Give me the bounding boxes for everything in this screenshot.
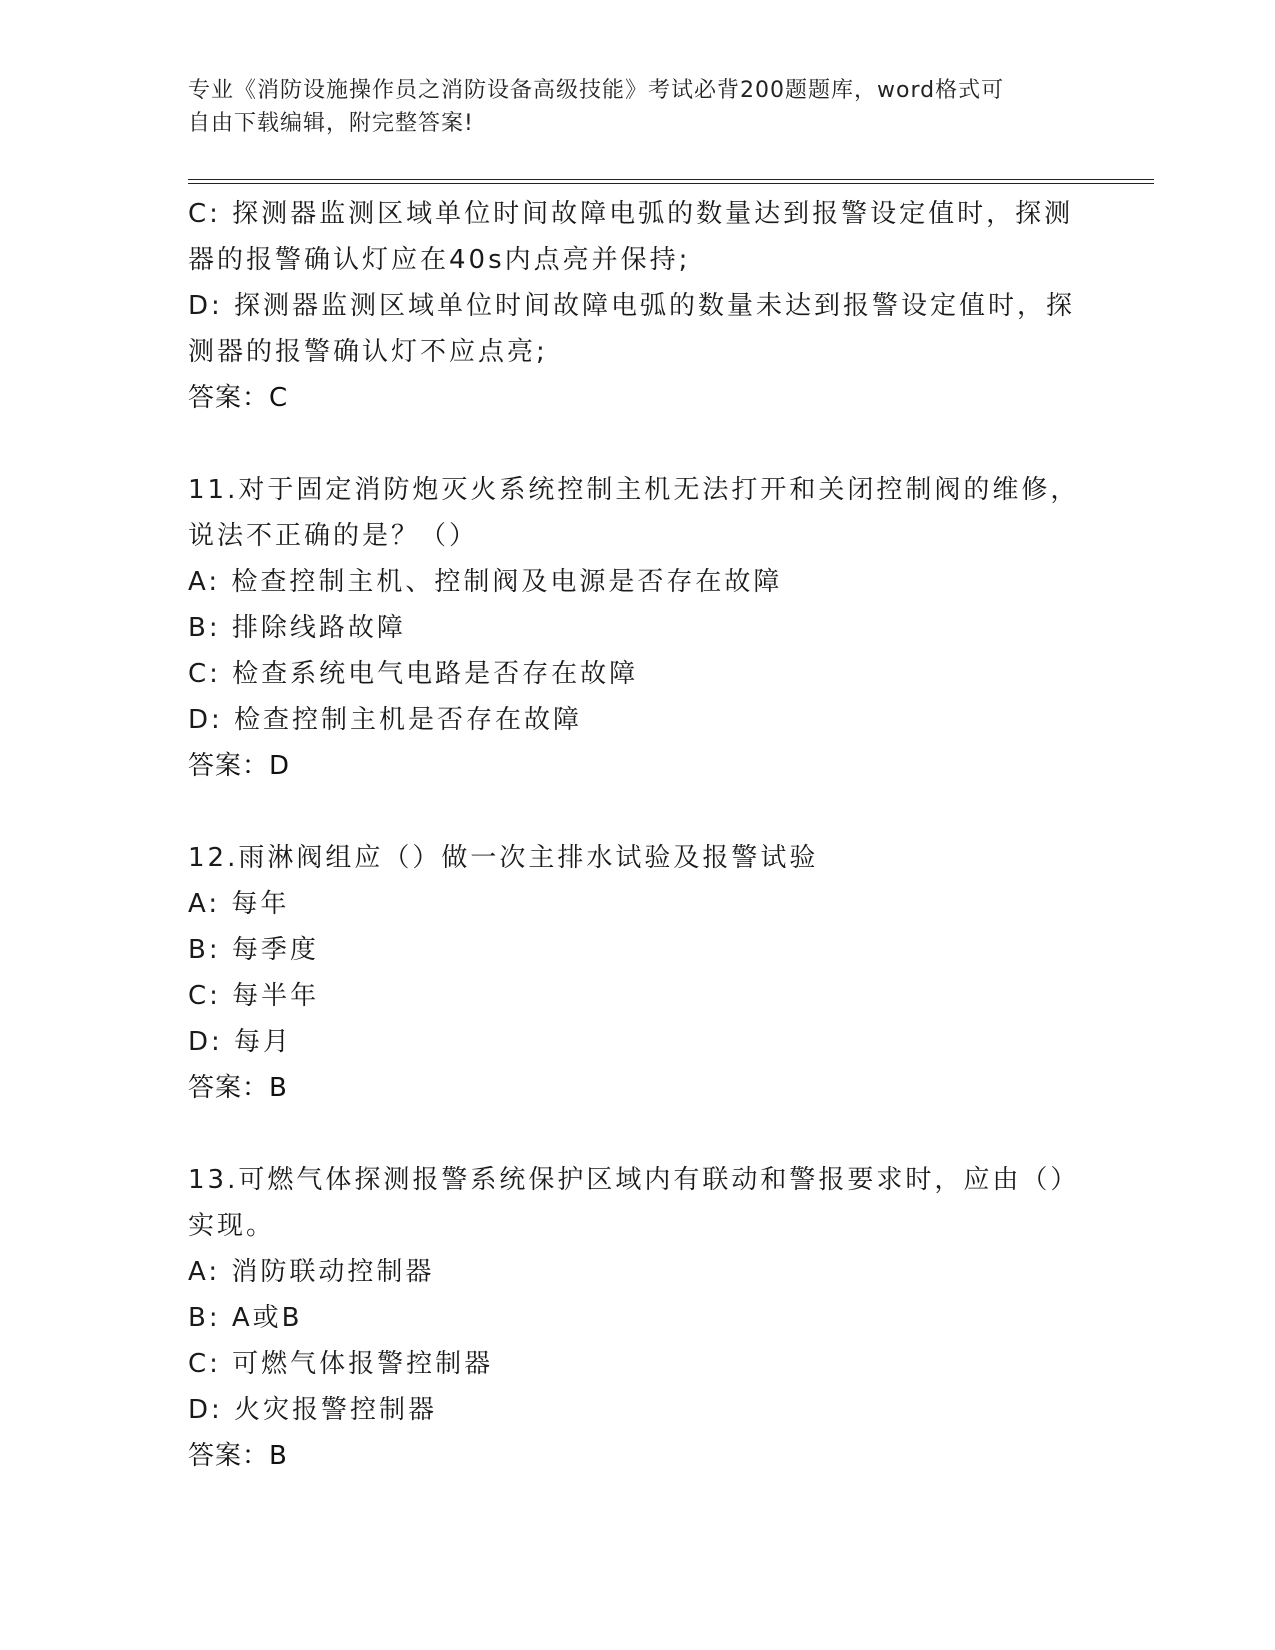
document-body [188,191,1088,1479]
option-d: D: 每月 [188,1027,293,1057]
option-a: A: 检查控制主机、控制阀及电源是否存在故障 [188,567,783,597]
header-line-2: 自由下载编辑，附完整答案! [188,111,474,136]
answer-label: 答案：B [188,1073,288,1103]
question-stem: 说法不正确的是？（） [188,521,479,551]
spacer [188,421,1088,467]
option-c: C: 每半年 [188,981,320,1011]
question-12 [188,835,1088,1111]
option-b: B: 每季度 [188,935,319,965]
option-a: A: 消防联动控制器 [188,1257,435,1287]
question-10-continued [188,191,1088,421]
question-stem: 实现。 [188,1211,276,1241]
document-header [188,74,1068,140]
question-13 [188,1157,1088,1479]
option-a: A: 每年 [188,889,290,919]
answer-label: 答案：C [188,383,289,413]
option-b: B: A或B [188,1303,303,1333]
header-line-1: 专业《消防设施操作员之消防设备高级技能》考试必背200题题库，word格式可 [188,78,1005,103]
option-c: C: 检查系统电气电路是否存在故障 [188,659,639,689]
spacer [188,789,1088,835]
option-text-line: D: 探测器监测区域单位时间故障电弧的数量未达到报警设定值时，探 [188,291,1076,321]
option-b: B: 排除线路故障 [188,613,406,643]
option-text-line: C: 探测器监测区域单位时间故障电弧的数量达到报警设定值时，探测 [188,199,1074,229]
answer-label: 答案：B [188,1441,288,1471]
option-d: D: 检查控制主机是否存在故障 [188,705,583,735]
spacer [188,1111,1088,1157]
question-stem: 13.可燃气体探测报警系统保护区域内有联动和警报要求时，应由（） [188,1165,1080,1195]
option-d: D: 火灾报警控制器 [188,1395,438,1425]
option-text-line: 器的报警确认灯应在40s内点亮并保持; [188,245,691,275]
option-text-line: 测器的报警确认灯不应点亮; [188,337,548,367]
question-11 [188,467,1088,789]
option-c: C: 可燃气体报警控制器 [188,1349,494,1379]
header-divider-bottom [188,183,1154,184]
header-divider-top [188,179,1154,180]
question-stem: 12.雨淋阀组应（）做一次主排水试验及报警试验 [188,843,819,873]
question-stem: 11.对于固定消防炮灭火系统控制主机无法打开和关闭控制阀的维修， [188,475,1080,505]
answer-label: 答案：D [188,751,291,781]
